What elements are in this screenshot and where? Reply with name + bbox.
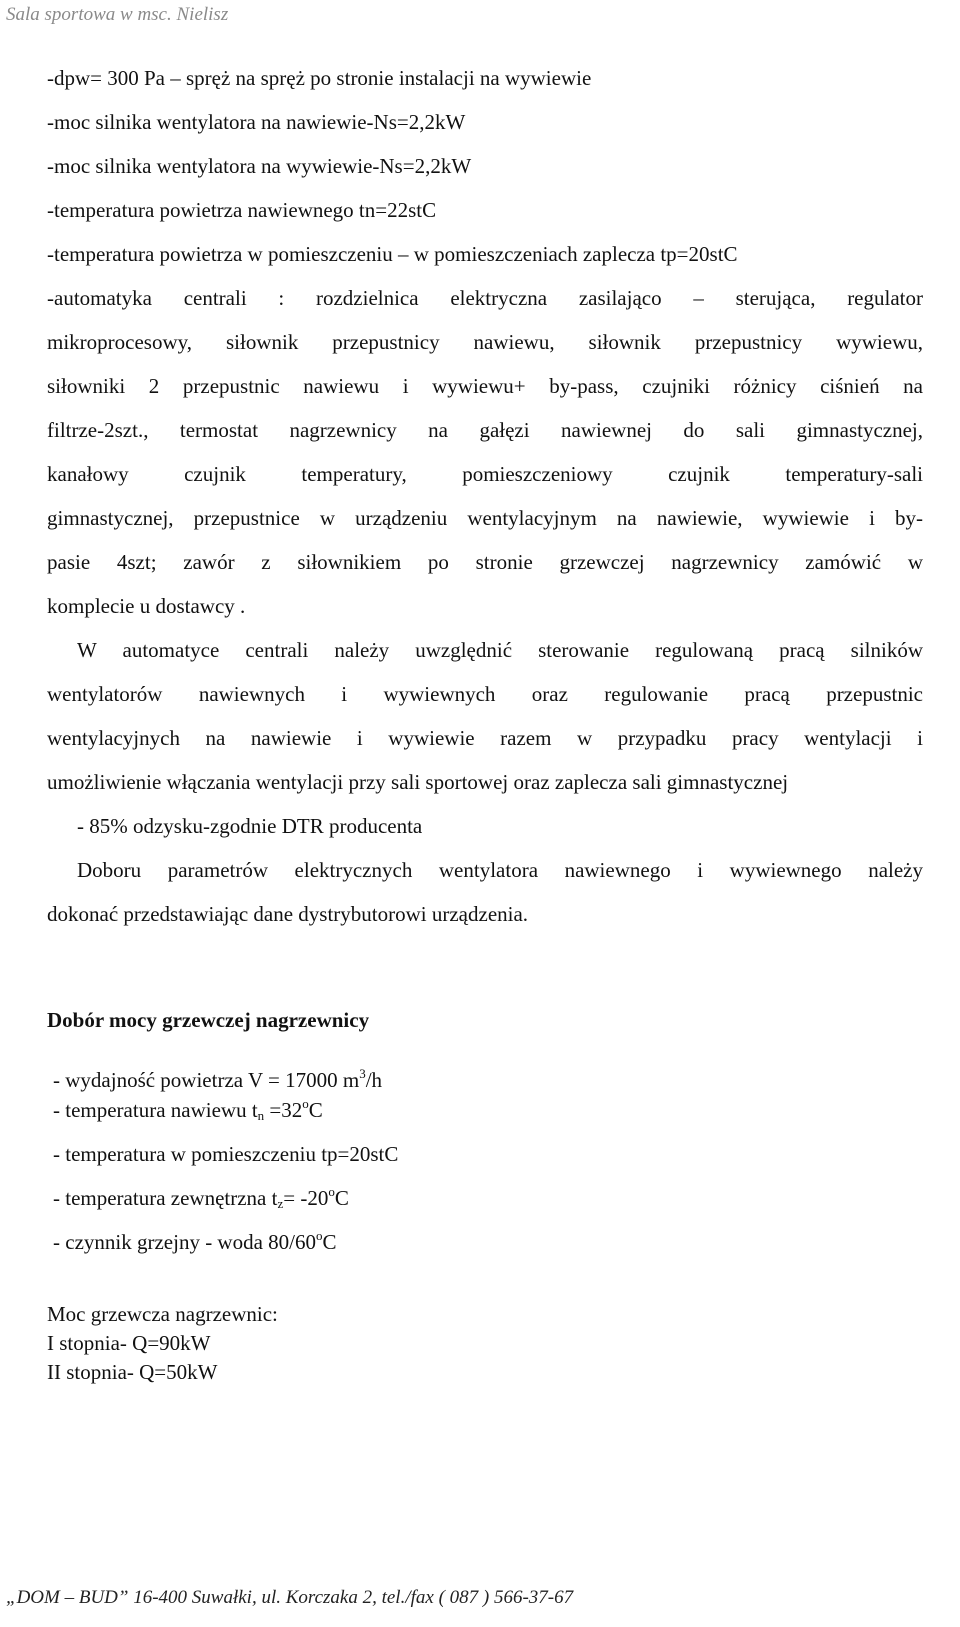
param-room-temp: - temperatura w pomieszczeniu tp=20stC [53,1142,399,1166]
param-supply-temp: - temperatura nawiewu $t_n =32^oC$ [53,1096,323,1123]
section-heading: Dobór mocy grzewczej nagrzewnicy [47,1008,370,1032]
paragraph-line: kanałowy czujnik temperatury, pomieszczeniowy czujnik temperatury-sali [47,462,923,486]
power-stage-1: I stopnia- Q=90kW [47,1331,211,1355]
paragraph-line: filtrze-2szt., termostat nagrzewnicy na gałęzi nawiewnej do sali gimnastycznej, [47,418,923,442]
spec-line: -dpw= 300 Pa – spręż na spręż po stronie instalacji na wywiewie [47,66,592,90]
paragraph-line: siłowniki 2 przepustnic nawiewu i wywiewu+ by-pass, czujniki różnicy ciśnień na [47,374,923,398]
spec-line: -moc silnika wentylatora na wywiewie-Ns=2,2kW [47,154,472,178]
page-footer: „DOM – BUD” 16-400 Suwałki, ul. Korczaka 2, tel./fax ( 087 ) 566-37-67 [6,1587,574,1608]
paragraph-line: Doboru parametrów elektrycznych wentylatora nawiewnego i wywiewnego należy [77,858,923,882]
automation-paragraph [47,276,923,628]
paragraph-line: wentylacyjnych na nawiewie i wywiewie razem w przypadku pracy wentylacji i [47,726,923,750]
paragraph-line: dokonać przedstawiając dane dystrybutorowi urządzenia. [47,902,529,926]
paragraph-line: komplecie u dostawcy . [47,594,246,618]
spec-line: -temperatura powietrza nawiewnego tn=22stC [47,198,437,222]
paragraph-line: W automatyce centrali należy uwzględnić sterowanie regulowaną pracą silników [77,638,923,662]
specs-list [47,56,923,276]
heating-section [47,1008,923,1033]
heating-params [47,1058,923,1264]
paragraph-line: pasie 4szt; zawór z siłownikiem po stronie grzewczej nagrzewnicy zamówić w [47,550,923,574]
param-air-flow: - wydajność powietrza V = 17000 $m^3/h$ [53,1066,383,1092]
power-title: Moc grzewcza nagrzewnic: [47,1302,278,1326]
paragraph-line: umożliwienie włączania wentylacji przy sali sportowej oraz zaplecza sali gimnastycznej [47,770,789,794]
spec-line: -moc silnika wentylatora na nawiewie-Ns=2,2kW [47,110,466,134]
paragraph-line: mikroprocesowy, siłownik przepustnicy nawiewu, siłownik przepustnicy wywiewu, [47,330,923,354]
param-heating-medium: - czynnik grzejny - woda 80/60$^o$C [53,1228,337,1254]
param-outdoor-temp: - temperatura zewnętrzna $t_z= -20^oC$ [53,1184,349,1211]
paragraph-line: -automatyka centrali : rozdzielnica elektryczna zasilająco – sterująca, regulator [47,286,923,310]
recovery-line: - 85% odzysku-zgodnie DTR producenta [77,814,423,838]
paragraph-line: gimnastycznej, przepustnice w urządzeniu wentylacyjnym na nawiewie, wywiewie i by- [47,506,923,530]
heater-power [47,1300,923,1387]
power-stage-2: II stopnia- Q=50kW [47,1360,218,1384]
spec-line: -temperatura powietrza w pomieszczeniu – w pomieszczeniach zaplecza tp=20stC [47,242,738,266]
page-header: Sala sportowa w msc. Nielisz [6,4,229,25]
paragraph-line: wentylatorów nawiewnych i wywiewnych oraz regulowanie pracą przepustnic [47,682,923,706]
control-paragraph [47,628,923,936]
